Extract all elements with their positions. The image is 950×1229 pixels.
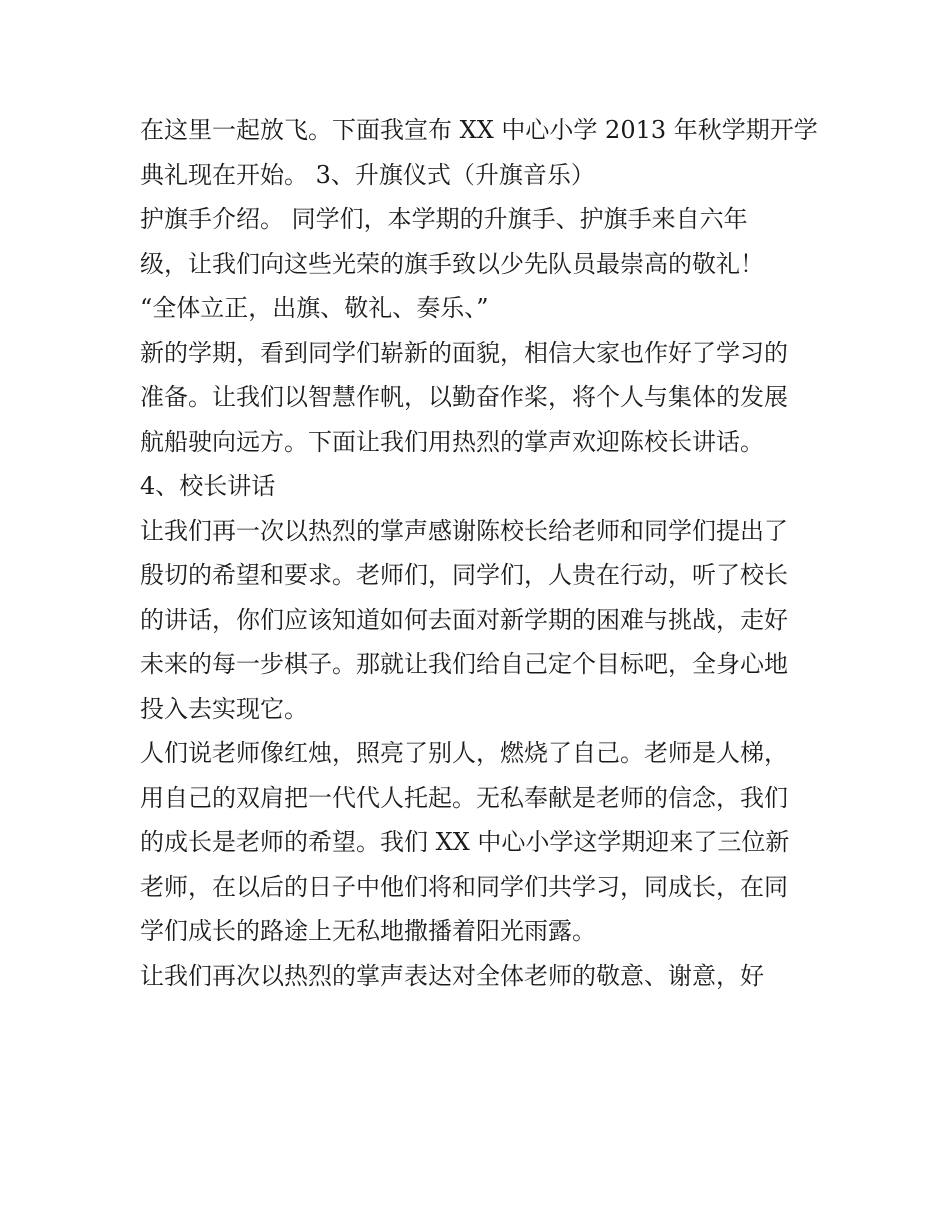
text-line: 级，让我们向这些光荣的旗手致以少先队员最崇高的敬礼！ [140,249,764,278]
text-line: 让我们再一次以热烈的掌声感谢陈校长给老师和同学们提出了 [140,516,788,545]
text-line: 护旗手介绍。 同学们，本学期的升旗手、护旗手来自六年 [140,205,748,233]
text-line: 的讲话，你们应该知道如何去面对新学期的困难与挑战，走好 [140,605,788,634]
text-line: 未来的每一步棋子。那就让我们给自己定个目标吧，全身心地 [140,650,788,678]
text-line: 让我们再次以热烈的掌声表达对全体老师的敬意、谢意，好 [140,961,764,990]
text-line: 准备。让我们以智慧作帆，以勤奋作桨，将个人与集体的发展 [140,383,788,411]
text-line: 学们成长的路途上无私地撒播着阳光雨露。 [140,917,596,945]
text-line: 人们说老师像红烛，照亮了别人，燃烧了自己。老师是人梯， [140,739,788,767]
text-line: 典礼现在开始。 3、升旗仪式（升旗音乐） [140,160,595,189]
text-line: 在这里一起放飞。下面我宣布 XX 中心小学 2013 年秋学期开学 [140,116,818,144]
text-line: 殷切的希望和要求。老师们，同学们，人贵在行动，听了校长 [140,561,788,589]
text-line: 老师，在以后的日子中他们将和同学们共学习，同成长，在同 [140,872,788,901]
document-body [140,108,820,998]
text-line: 新的学期，看到同学们崭新的面貌，相信大家也作好了学习的 [140,338,788,367]
section-heading: 4、校长讲话 [140,472,276,500]
text-line: “全体立正，出旗、敬礼、奏乐、” [140,294,489,322]
text-line: 投入去实现它。 [140,694,308,723]
text-line: 航船驶向远方。下面让我们用热烈的掌声欢迎陈校长讲话。 [140,427,764,456]
text-line: 用自己的双肩把一代代人托起。无私奉献是老师的信念，我们 [140,783,788,812]
text-line: 的成长是老师的希望。我们 XX 中心小学这学期迎来了三位新 [140,828,790,856]
